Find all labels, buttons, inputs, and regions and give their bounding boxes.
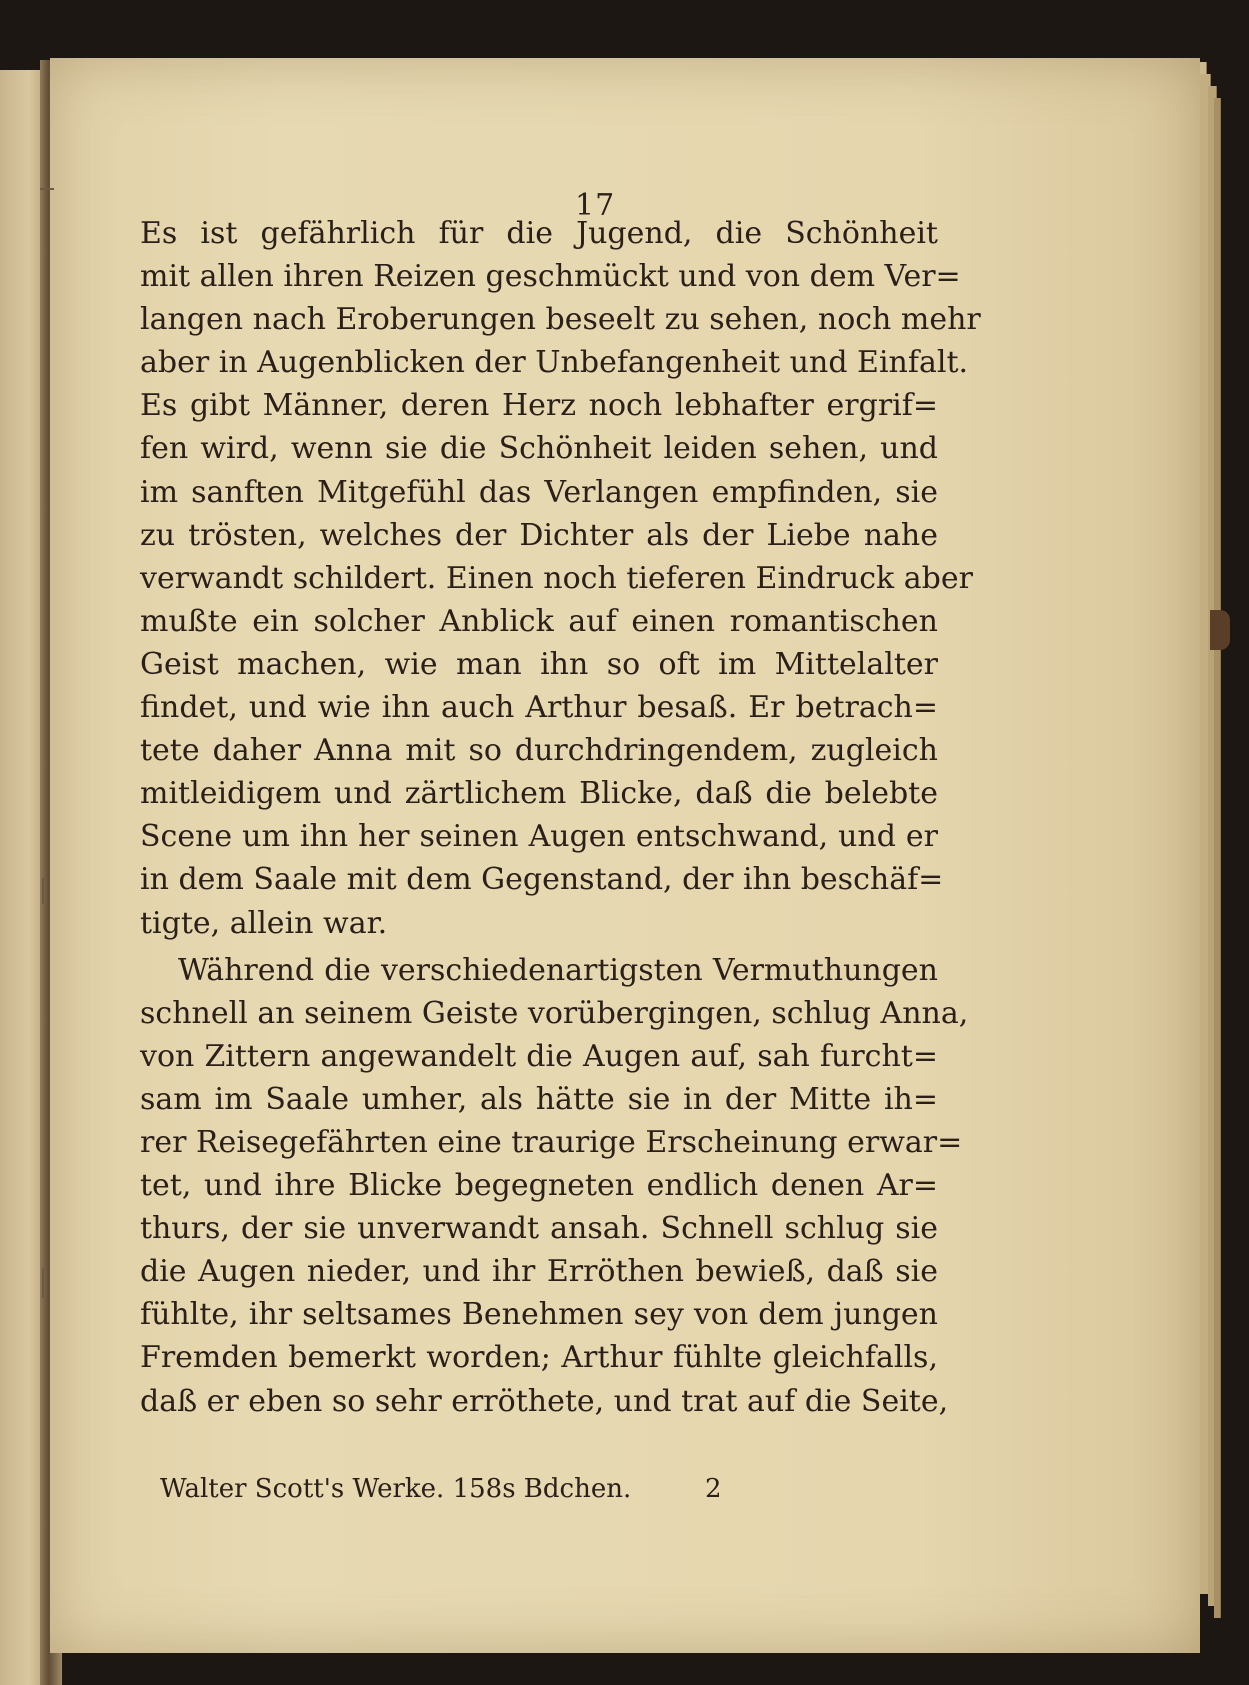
text-line: mußte ein solcher Anblick auf einen romantischen [140, 603, 938, 639]
page-footer [160, 1474, 900, 1514]
text-line: Während die verschiedenartigsten Vermuthungen [178, 952, 938, 988]
text-line: rer Reisegefährten eine traurige Erscheinung erwar= [140, 1124, 963, 1160]
text-line: findet, und wie ihn auch Arthur besaß. Er betrach= [140, 690, 938, 726]
text-line: Es ist gefährlich für die Jugend, die Schönheit [140, 216, 938, 251]
text-line: von Zittern angewandelt die Augen auf, sah furcht= [140, 1038, 938, 1074]
page-edge [1214, 98, 1221, 1618]
margin-mark [40, 188, 54, 190]
text-line: im sanften Mitgefühl das Verlangen empfinden, sie [140, 474, 938, 510]
text-line: tet, und ihre Blicke begegneten endlich denen Ar= [140, 1168, 938, 1204]
text-line: zu trösten, welches der Dichter als der Liebe nahe [140, 517, 938, 553]
text-line: fühlte, ihr seltsames Benehmen sey von dem jungen [140, 1297, 938, 1333]
margin-mark [42, 878, 44, 904]
signature-mark: 2 [705, 1474, 722, 1504]
text-line: mitleidigem und zärtlichem Blicke, daß die belebte [140, 776, 938, 812]
footer-imprint: Walter Scott's Werke. 158s Bdchen. [160, 1474, 632, 1504]
text-line: schnell an seinem Geiste vorübergingen, schlug Anna, [140, 995, 969, 1031]
text-line: tete daher Anna mit so durchdringendem, zugleich [140, 733, 938, 769]
text-line: Scene um ihn her seinen Augen entschwand, und er [140, 819, 938, 855]
text-line: in dem Saale mit dem Gegenstand, der ihn beschäf= [140, 862, 944, 898]
text-line: Fremden bemerkt worden; Arthur fühlte gleichfalls, [140, 1340, 938, 1376]
text-line: Es gibt Männer, deren Herz noch lebhafter ergrif= [140, 388, 938, 424]
text-line: verwandt schildert. Einen noch tieferen Eindruck aber [140, 560, 973, 596]
text-line: fen wird, wenn sie die Schönheit leiden sehen, und [140, 431, 938, 467]
text-line: aber in Augenblicken der Unbefangenheit und Einfalt. [140, 345, 969, 381]
margin-mark [42, 1268, 44, 1298]
text-line: langen nach Eroberungen beseelt zu sehen, noch mehr [140, 302, 981, 338]
page-number: 17 [575, 188, 616, 223]
text-line: thurs, der sie unverwandt ansah. Schnell schlug sie [140, 1211, 938, 1247]
text-line: sam im Saale umher, als hätte sie in der Mitte ih= [140, 1081, 938, 1117]
text-line: tigte, allein war. [140, 905, 388, 941]
bookmark-ribbon [1210, 610, 1230, 650]
text-line: mit allen ihren Reizen geschmückt und von dem Ver= [140, 259, 961, 295]
text-line: die Augen nieder, und ihr Erröthen bewieß, daß sie [140, 1254, 938, 1290]
text-line: Geist machen, wie man ihn so oft im Mittelalter [140, 646, 938, 682]
body-text [140, 212, 981, 1423]
text-line: daß er eben so sehr erröthete, und trat auf die Seite, [140, 1383, 949, 1419]
